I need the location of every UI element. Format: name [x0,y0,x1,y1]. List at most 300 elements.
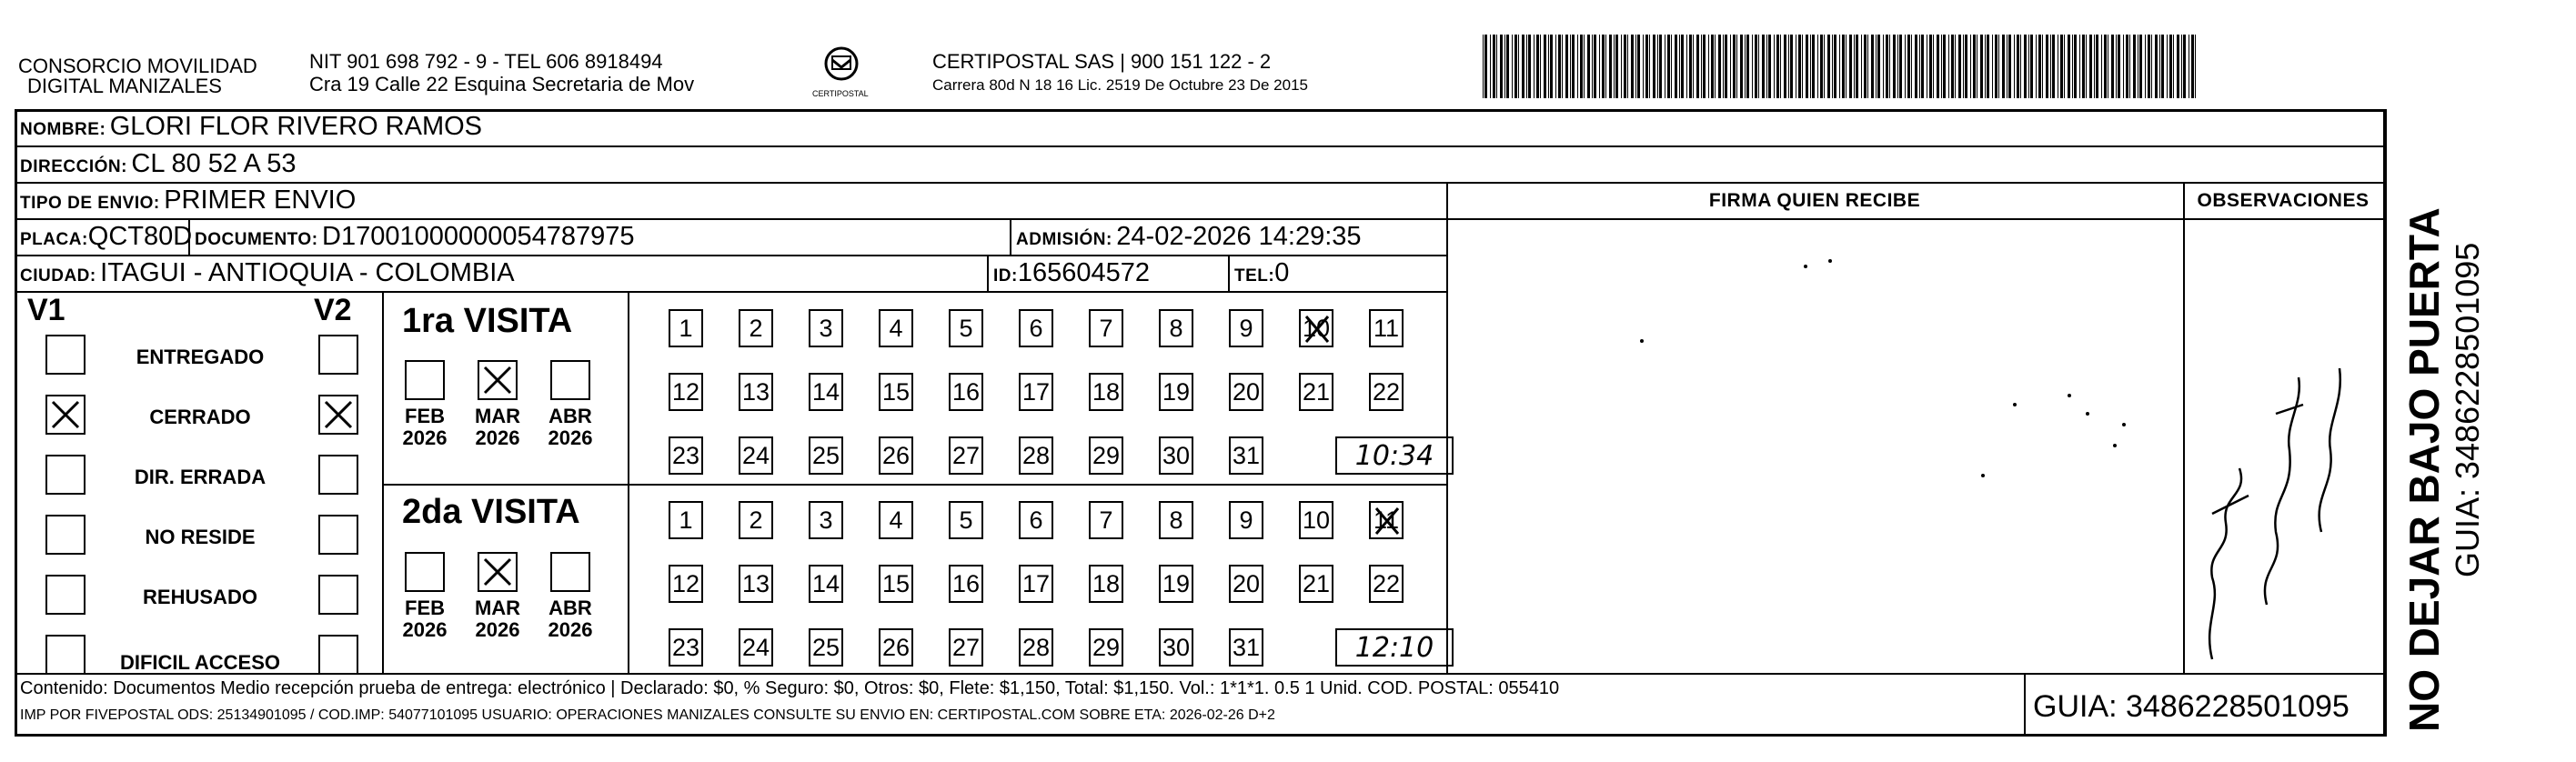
day-box [879,628,913,667]
barcode-bar [1973,35,1976,98]
day-box [669,565,703,603]
visit2-title: 2da VISITA [402,493,580,531]
day-number: 21 [1302,378,1331,406]
day-number: 25 [811,442,840,469]
barcode-bar [2028,35,2029,98]
day-box [739,309,773,347]
barcode-bar [1985,35,1986,98]
barcode-bar [1856,35,1858,98]
barcode-bar [2042,35,2043,98]
barcode-bar [1550,35,1553,98]
tipo-envio-label: TIPO DE ENVIO: [20,194,160,213]
barcode-bar [1752,35,1753,98]
barcode-bar [1812,35,1815,98]
barcode-bar [1483,35,1484,98]
barcode-bar [1919,35,1920,98]
day-number: 3 [819,315,833,342]
day-box [1229,436,1263,475]
day-box [1159,373,1193,411]
barcode-bar [1951,35,1954,98]
barcode-bar [2072,35,2073,98]
admision-label: ADMISIÓN: [1016,230,1112,249]
day-number: 18 [1092,378,1121,406]
day-box [1369,501,1404,539]
day-number: 20 [1232,570,1261,597]
barcode-bar [1871,35,1874,98]
day-number: 25 [811,634,840,661]
status-v2-checkbox [318,515,358,555]
signature-area [1451,223,2179,668]
tel-label: TEL: [1234,266,1275,286]
barcode-bar [1768,35,1771,98]
month-year: 2026 [475,618,520,641]
admision-value: 24-02-2026 14:29:35 [1116,222,1362,251]
day-box [1229,373,1263,411]
day-number: 16 [951,570,981,597]
status-v1-checkbox [45,335,86,375]
barcode-bar [1693,35,1694,98]
status-v2-checkbox [318,335,358,375]
barcode [1483,35,2201,98]
barcode-bar [1929,35,1932,98]
barcode-bar [1798,35,1801,98]
barcode-bar [2145,35,2146,98]
day-number: 28 [1021,442,1051,469]
month-checkbox [478,360,518,400]
footer-imp: IMP POR FIVEPOSTAL ODS: 25134901095 / COD.IMP: 54077101095 USUARIO: OPERACIONES MANIZALES CONSULTE SU ENVIO EN: CERTIPOSTAL.COM SOBRE ETA: 2026-02-26 D+2 [20,707,1275,723]
barcode-bar [1587,35,1590,98]
barcode-bar [1718,35,1721,98]
barcode-bar [1584,35,1585,98]
visit-time: 12:10 [1335,628,1454,667]
day-box [809,373,843,411]
barcode-bar [1861,35,1862,98]
barcode-bar [2123,35,2124,98]
placa-value: QCT80D [87,222,193,251]
barcode-bar [1500,35,1503,98]
barcode-bar [2020,35,2021,98]
day-number: 31 [1232,442,1261,469]
barcode-bar [2002,35,2005,98]
barcode-bar [1864,35,1867,98]
day-box [739,565,773,603]
barcode-bar [1842,35,1845,98]
day-box [1229,628,1263,667]
barcode-bar [1723,35,1724,98]
month-name: ABR [548,597,592,619]
barcode-bar [1911,35,1912,98]
day-box [879,501,913,539]
barcode-bar [2014,35,2015,98]
side-guia: GUIA: 3486228501095 [2449,242,2486,577]
barcode-bar [1703,35,1706,98]
barcode-bar [1594,35,1596,98]
barcode-bar [2094,35,2095,98]
day-box [1299,565,1333,603]
month-year: 2026 [402,426,448,449]
day-box [1089,501,1123,539]
day-number: 23 [671,634,700,661]
day-number: 19 [1162,378,1191,406]
barcode-bar [1679,35,1680,98]
barcode-bar [1905,35,1906,98]
month-checkbox [550,552,590,592]
barcode-bar [1614,35,1615,98]
status-v2-checkbox [318,635,358,675]
barcode-bar [1776,35,1779,98]
day-box [1019,628,1053,667]
barcode-bar [1921,35,1924,98]
day-number: 12 [671,378,700,406]
month-name: ABR [548,405,592,427]
barcode-bar [2086,35,2087,98]
day-box [1089,565,1123,603]
day-box [809,501,843,539]
day-box [1299,309,1333,347]
placa-label: PLACA: [20,230,88,249]
barcode-bar [2068,35,2070,98]
nombre-row [20,111,482,146]
barcode-bar [2030,35,2033,98]
barcode-bar [1592,35,1593,98]
day-number: 17 [1021,570,1051,597]
direccion-value: CL 80 52 A 53 [131,149,297,178]
address-line: Cra 19 Calle 22 Esquina Secretaria de Mov [309,73,695,95]
barcode-bar [1746,35,1749,98]
day-box [1229,501,1263,539]
barcode-bar [1980,35,1983,98]
day-number: 1 [679,315,693,342]
footer-contenido: Contenido: Documentos Medio recepción prueba de entrega: electrónico | Declarado: $0, % Seguro: $0, Otros: $0, Flete: $1,150, Total: $1,150. Vol.: 1*1*1. 0.5 1 Unid. COD. POSTAL: 055410 [20,678,1560,698]
day-box [1159,628,1193,667]
barcode-bar [1810,35,1811,98]
day-number: 31 [1232,634,1261,661]
barcode-bar [1490,35,1491,98]
day-number: 9 [1239,506,1253,534]
barcode-bar [1512,35,1513,98]
barcode-bar [2155,35,2158,98]
barcode-bar [2101,35,2102,98]
barcode-bar [1701,35,1702,98]
day-number: 2 [749,506,763,534]
day-box [1089,309,1123,347]
month-year: 2026 [402,618,448,641]
month-name: MAR [474,405,521,427]
month-name: MAR [474,597,521,619]
month-year: 2026 [548,618,593,641]
day-number: 24 [741,634,770,661]
barcode-bar [2129,35,2130,98]
month-checkbox [478,552,518,592]
day-box [739,436,773,475]
barcode-bar [1745,35,1746,98]
day-box [879,436,913,475]
day-number: 3 [819,506,833,534]
id-cell [993,257,1150,293]
status-label: ENTREGADO [136,346,265,368]
day-number: 1 [679,506,693,534]
day-box [739,628,773,667]
barcode-bar [2074,35,2077,98]
barcode-bar [2060,35,2063,98]
company-name-line1: CONSORCIO MOVILIDAD [18,55,257,77]
day-number: 6 [1029,315,1043,342]
day-box [1369,565,1404,603]
barcode-bar [1602,35,1605,98]
barcode-bar [2139,35,2142,98]
day-number: 23 [671,442,700,469]
status-v1-checkbox [45,575,86,615]
barcode-bar [1534,35,1535,98]
barcode-bar [1627,35,1628,98]
status-v2-checkbox [318,395,358,435]
barcode-bar [2050,35,2051,98]
barcode-bar [1948,35,1949,98]
barcode-bar [1877,35,1880,98]
barcode-bar [1686,35,1687,98]
barcode-bar [1958,35,1961,98]
barcode-bar [1730,35,1731,98]
documento-cell [195,221,635,256]
barcode-bar [2191,35,2194,98]
status-v1-checkbox [45,515,86,555]
status-v2-checkbox [318,455,358,495]
barcode-bar [1876,35,1877,98]
barcode-bar [2036,35,2037,98]
barcode-bar [1624,35,1626,98]
barcode-bar [2148,35,2150,98]
ciudad-value: ITAGUI - ANTIOQUIA - COLOMBIA [100,258,515,287]
barcode-bar [1802,35,1803,98]
day-box [1159,436,1193,475]
barcode-bar [1577,35,1578,98]
barcode-bar [1643,35,1644,98]
barcode-bar [1667,35,1670,98]
barcode-bar [1827,35,1830,98]
barcode-bar [2159,35,2160,98]
day-number: 7 [1099,506,1113,534]
barcode-bar [1565,35,1568,98]
barcode-bar [1496,35,1497,98]
day-box [809,436,843,475]
barcode-bar [1649,35,1650,98]
placa-cell [20,221,192,256]
day-box [809,565,843,603]
day-number: 8 [1169,315,1183,342]
barcode-bar [1780,35,1781,98]
barcode-bar [1736,35,1737,98]
barcode-bar [1834,35,1836,98]
barcode-bar [2167,35,2168,98]
barcode-bar [1562,35,1563,98]
barcode-bar [1605,35,1606,98]
day-number: 29 [1092,634,1121,661]
day-number: 9 [1239,315,1253,342]
day-box [669,373,703,411]
barcode-bar [2104,35,2107,98]
tel-cell [1234,257,1289,293]
day-number: 27 [951,634,981,661]
barcode-bar [1493,35,1495,98]
barcode-bar [1941,35,1942,98]
barcode-bar [1907,35,1910,98]
barcode-bar [2133,35,2136,98]
day-box [949,565,983,603]
barcode-bar [1987,35,1989,98]
barcode-bar [1740,35,1743,98]
barcode-bar [1755,35,1757,98]
status-v1-checkbox [45,455,86,495]
day-number: 14 [811,570,840,597]
barcode-bar [1849,35,1852,98]
day-box [1229,565,1263,603]
barcode-bar [1883,35,1884,98]
barcode-bar [2161,35,2164,98]
barcode-bar [1635,35,1636,98]
day-box [1369,309,1404,347]
day-number: 14 [811,378,840,406]
day-box [949,309,983,347]
id-value: 165604572 [1017,258,1150,287]
barcode-bar [1998,35,1999,98]
day-number: 15 [881,378,911,406]
month-year: 2026 [475,426,520,449]
barcode-bar [2116,35,2117,98]
day-number: 22 [1372,570,1401,597]
ciudad-cell [20,257,515,293]
logo-caption: CERTIPOSTAL [812,89,869,98]
barcode-bar [1725,35,1727,98]
month-year: 2026 [548,426,593,449]
day-number: 11 [1373,506,1400,534]
barcode-bar [1526,35,1527,98]
barcode-bar [1657,35,1658,98]
barcode-bar [1528,35,1531,98]
barcode-bar [1599,35,1600,98]
barcode-bar [2079,35,2080,98]
day-number: 13 [741,378,770,406]
barcode-bar [1784,35,1786,98]
barcode-bar [1832,35,1833,98]
day-box [879,373,913,411]
day-number: 24 [741,442,770,469]
barcode-bar [2017,35,2019,98]
documento-value: D17001000000054787975 [322,222,635,251]
day-number: 11 [1373,315,1400,342]
courier-address: Carrera 80d N 18 16 Lic. 2519 De Octubre 23 De 2015 [932,76,1308,94]
barcode-bar [1820,35,1823,98]
barcode-bar [2183,35,2186,98]
day-box [1019,436,1053,475]
barcode-bar [1897,35,1898,98]
barcode-bar [1790,35,1793,98]
barcode-bar [1609,35,1612,98]
barcode-bar [1689,35,1692,98]
visit-time: 10:34 [1335,436,1454,475]
barcode-bar [2169,35,2172,98]
barcode-bar [1965,35,1967,98]
barcode-bar [1933,35,1934,98]
barcode-bar [1839,35,1840,98]
admision-cell [1016,221,1362,256]
day-box [1019,565,1053,603]
day-box [1089,436,1123,475]
day-box [1229,309,1263,347]
courier-line: CERTIPOSTAL SAS | 900 151 122 - 2 [932,50,1272,73]
barcode-bar [1514,35,1517,98]
barcode-bar [1540,35,1541,98]
status-label: DIFICIL ACCESO [119,651,280,674]
barcode-bar [1615,35,1618,98]
barcode-bar [1970,35,1971,98]
day-number: 26 [881,442,911,469]
barcode-bar [2195,35,2196,98]
status-v1-checkbox [45,635,86,675]
barcode-bar [1774,35,1775,98]
barcode-bar [2064,35,2065,98]
barcode-bar [2181,35,2182,98]
day-number: 17 [1021,378,1051,406]
barcode-bar [1817,35,1818,98]
observaciones-header: OBSERVACIONES [2197,190,2370,211]
day-box [1369,373,1404,411]
barcode-bar [2052,35,2055,98]
barcode-bar [1544,35,1546,98]
barcode-bar [1889,35,1890,98]
day-number: 21 [1302,570,1331,597]
barcode-bar [2082,35,2085,98]
month-checkbox [550,360,590,400]
day-number: 22 [1372,378,1401,406]
barcode-bar [1675,35,1677,98]
day-number: 7 [1099,315,1113,342]
day-box [949,436,983,475]
barcode-bar [1806,35,1808,98]
day-box [669,309,703,347]
month-checkbox [405,552,445,592]
barcode-bar [2008,35,2011,98]
barcode-bar [2024,35,2027,98]
day-number: 28 [1021,634,1051,661]
barcode-bar [1899,35,1902,98]
nombre-label: NOMBRE: [20,120,106,139]
barcode-bar [1758,35,1759,98]
day-box [1299,373,1333,411]
status-label: DIR. ERRADA [134,466,267,488]
day-box [1159,565,1193,603]
day-box [949,501,983,539]
barcode-bar [1536,35,1539,98]
barcode-bar [1766,35,1767,98]
footer-guia: GUIA: 3486228501095 [2033,689,2350,724]
barcode-bar [1484,35,1487,98]
barcode-bar [1995,35,1997,98]
day-box [949,628,983,667]
status-v1-checkbox [45,395,86,435]
barcode-bar [1518,35,1519,98]
day-number: 26 [881,634,911,661]
day-number: 16 [951,378,981,406]
day-box [1089,628,1123,667]
company-name-line2: DIGITAL MANIZALES [27,75,222,97]
barcode-bar [1762,35,1765,98]
day-number: 4 [889,315,903,342]
day-box [1019,501,1053,539]
barcode-bar [2096,35,2098,98]
day-box [1019,373,1053,411]
day-number: 12 [671,570,700,597]
day-box [739,501,773,539]
